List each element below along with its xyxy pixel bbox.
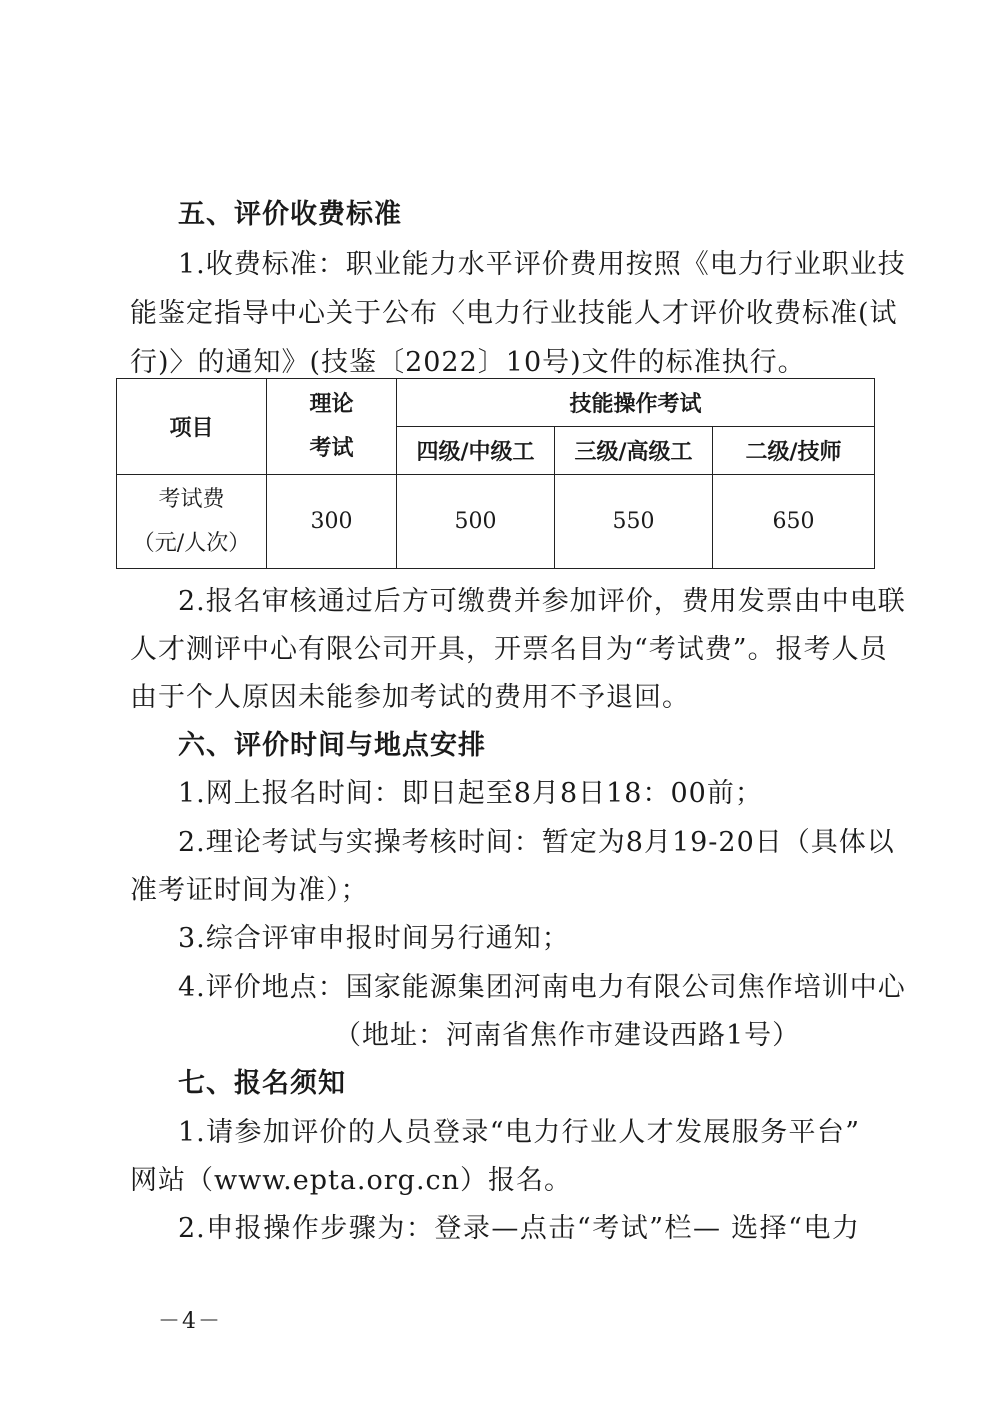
registration-note-1-line-2: 网站（www.epta.org.cn）报名。 (130, 1165, 573, 1196)
schedule-location-address: （地址：河南省焦作市建设西路1号） (334, 1020, 801, 1051)
section-heading-fee-standard: 五、评价收费标准 (178, 199, 402, 230)
page-number: －4－ (158, 1309, 222, 1334)
table-cell-theory-fee: 300 (267, 475, 397, 569)
table-row-label-line-1: 考试费 (158, 486, 225, 512)
table-cell-level2-fee: 650 (713, 475, 875, 569)
schedule-review-time: 3.综合评审申报时间另行通知； (178, 923, 570, 954)
table-header-level4: 四级/中级工 (397, 427, 555, 475)
table-header-item: 项目 (117, 379, 267, 475)
invoice-paragraph-line-2: 人才测评中心有限公司开具，开票名目为“考试费”。报考人员 (130, 634, 888, 665)
schedule-location-line-1: 4.评价地点：国家能源集团河南电力有限公司焦作培训中心 (178, 972, 906, 1003)
registration-note-2-line-1: 2.申报操作步骤为：登录—点击“考试”栏— 选择“电力 (178, 1213, 860, 1244)
table-header-level3: 三级/高级工 (555, 427, 713, 475)
section-heading-registration-notes: 七、报名须知 (178, 1068, 346, 1099)
table-header-theory-line-2: 考试 (309, 435, 354, 461)
fee-table (116, 378, 875, 569)
fee-paragraph-line-3: 行)〉的通知》(技鉴〔2022〕10号)文件的标准执行。 (130, 347, 806, 378)
table-cell-level3-fee: 550 (555, 475, 713, 569)
schedule-registration-time: 1.网上报名时间：即日起至8月8日18：00前； (178, 778, 763, 809)
table-header-theory (267, 379, 397, 475)
invoice-paragraph-line-1: 2.报名审核通过后方可缴费并参加评价，费用发票由中电联 (178, 586, 906, 617)
table-header-theory-line-1: 理论 (309, 391, 354, 417)
fee-paragraph-line-1: 1.收费标准：职业能力水平评价费用按照《电力行业职业技 (178, 249, 906, 280)
table-cell-level4-fee: 500 (397, 475, 555, 569)
table-row-label-line-2: （元/人次） (132, 530, 251, 556)
table-header-skill-exam: 技能操作考试 (397, 379, 875, 427)
invoice-paragraph-line-3: 由于个人原因未能参加考试的费用不予退回。 (130, 682, 690, 713)
schedule-exam-time-line-1: 2.理论考试与实操考核时间：暂定为8月19-20日（具体以 (178, 827, 895, 858)
registration-note-1-line-1: 1.请参加评价的人员登录“电力行业人才发展服务平台” (178, 1117, 860, 1148)
schedule-exam-time-line-2: 准考证时间为准）； (130, 875, 369, 906)
table-row-label (117, 475, 267, 569)
section-heading-schedule: 六、评价时间与地点安排 (178, 730, 486, 761)
fee-paragraph-line-2: 能鉴定指导中心关于公布〈电力行业技能人才评价收费标准(试 (130, 298, 898, 329)
table-header-level2: 二级/技师 (713, 427, 875, 475)
